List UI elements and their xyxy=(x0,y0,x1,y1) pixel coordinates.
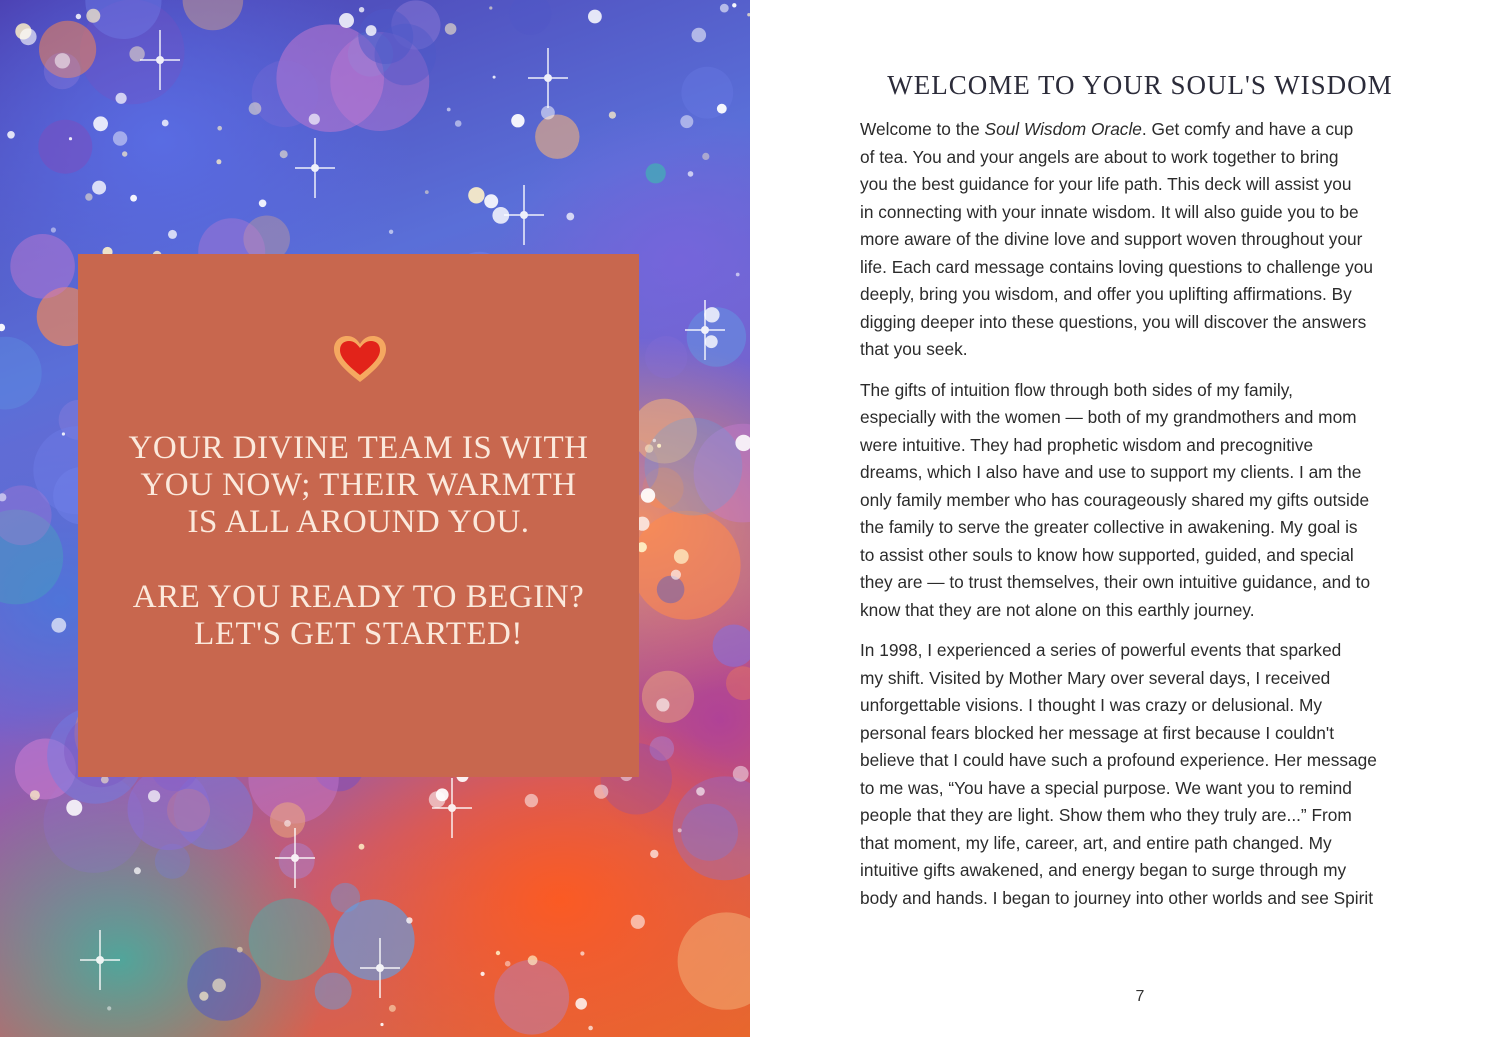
paragraph-line: in connecting with your innate wisdom. It will also guide you to be xyxy=(860,201,1359,222)
book-title-italic: Soul Wisdom Oracle xyxy=(984,119,1142,139)
paragraph-line: of tea. You and your angels are about to work together to bring xyxy=(860,146,1339,167)
paragraph-line: that moment, my life, career, art, and entire path changed. My xyxy=(860,832,1332,853)
paragraph-line: unforgettable visions. I thought I was crazy or delusional. My xyxy=(860,695,1323,715)
card-quote-line: YOUR DIVINE TEAM IS WITH xyxy=(128,430,589,466)
card-question-text xyxy=(78,579,639,653)
paragraph-line: digging deeper into these questions, you will discover the answers xyxy=(860,311,1367,332)
card-question-line: LET'S GET STARTED! xyxy=(194,616,523,652)
paragraph-line: body and hands. I began to journey into other worlds and see Spirit xyxy=(860,887,1374,908)
paragraph-line: that you seek. xyxy=(860,339,968,359)
heart-icon xyxy=(332,334,388,384)
paragraph-line: personal fears blocked her message at first because I couldn't xyxy=(860,722,1334,743)
paragraph-line: The gifts of intuition flow through both sides of my family, xyxy=(860,379,1293,400)
paragraph-line: In 1998, I experienced a series of powerful events that sparked xyxy=(860,640,1342,660)
paragraph-line: to assist other souls to know how supported, guided, and special xyxy=(860,544,1354,565)
paragraph-line: people that they are light. Show them who they truly are...” From xyxy=(860,805,1352,825)
paragraph-line: intuitive gifts awakened, and energy began to surge through my xyxy=(860,860,1347,880)
paragraph-line: especially with the women — both of my grandmothers and mom xyxy=(860,407,1357,427)
paragraph-line: deeply, bring you wisdom, and offer you uplifting affirmations. By xyxy=(860,284,1352,304)
page-title: WELCOME TO YOUR SOUL'S WISDOM xyxy=(887,70,1393,100)
paragraph-line: only family member who has courageously shared my gifts outside xyxy=(860,489,1370,510)
paragraph-line: life. Each card message contains loving questions to challenge you xyxy=(860,256,1373,277)
paragraph-line: to me was, “You have a special purpose. We want you to remind xyxy=(860,777,1352,798)
card-quote-line: IS ALL AROUND YOU. xyxy=(187,504,530,540)
paragraph-line: believe that I could have such a profound experience. Her message xyxy=(860,750,1377,770)
card-question-line: ARE YOU READY TO BEGIN? xyxy=(132,579,585,615)
paragraph-1 xyxy=(860,116,1426,364)
paragraph-line: dreams, which I also have and use to support my clients. I am the xyxy=(860,462,1362,482)
paragraph-line: know that they are not alone on this earthly journey. xyxy=(860,599,1255,620)
paragraph-line: were intuitive. They had prophetic wisdom and precognitive xyxy=(860,434,1314,455)
text-run: . Get comfy and have a cup xyxy=(1141,119,1354,139)
paragraph-line: my shift. Visited by Mother Mary over several days, I received xyxy=(860,667,1331,688)
paragraph-2 xyxy=(860,377,1426,625)
quote-card xyxy=(78,254,639,777)
body-text xyxy=(860,116,1426,925)
text-page xyxy=(750,0,1500,1037)
paragraph-line: more aware of the divine love and support woven throughout your xyxy=(860,229,1363,249)
page-number: 7 xyxy=(1135,988,1145,1005)
text-run: Welcome to the xyxy=(860,119,985,139)
paragraph-line: they are — to trust themselves, their own intuitive guidance, and to xyxy=(860,572,1371,592)
paragraph-3 xyxy=(860,637,1426,912)
card-quote-text xyxy=(78,430,639,541)
paragraph-line xyxy=(860,116,1426,144)
paragraph-line: the family to serve the greater collective in awakening. My goal is xyxy=(860,517,1358,537)
paragraph-line: you the best guidance for your life path. This deck will assist you xyxy=(860,174,1352,194)
card-quote-line: YOU NOW; THEIR WARMTH xyxy=(140,467,577,503)
